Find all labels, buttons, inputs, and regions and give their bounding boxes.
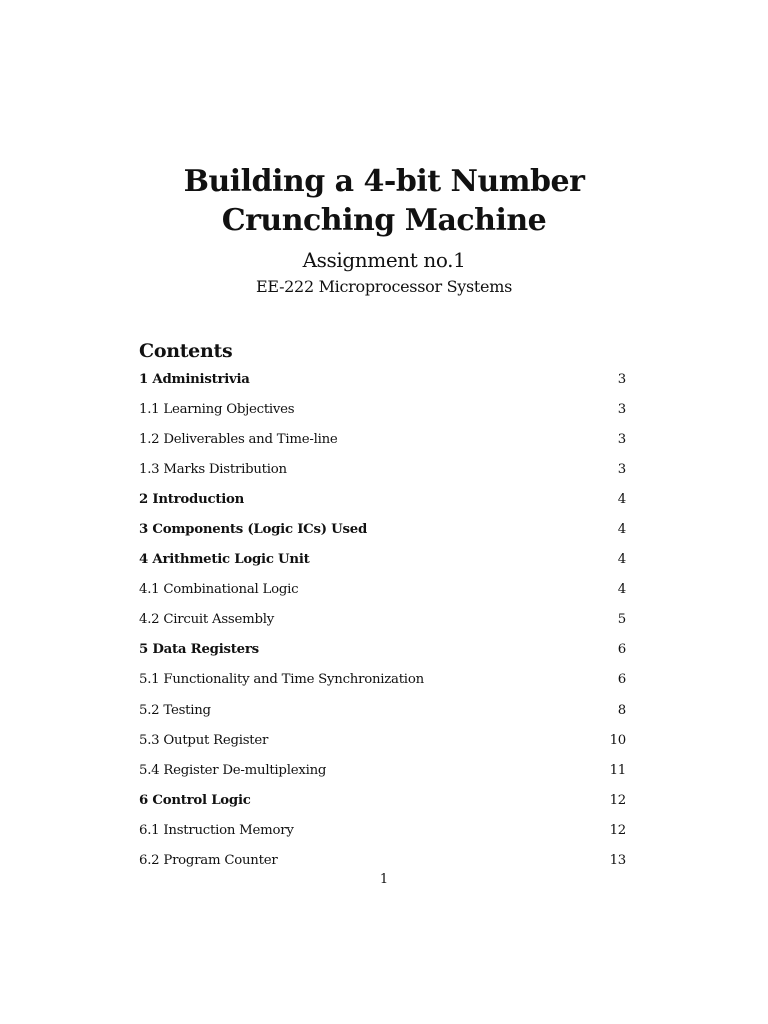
toc-entry-label: 5.2 Testing — [139, 702, 211, 718]
toc-entry[interactable] — [139, 755, 629, 785]
toc-entry-label: 6.1 Instruction Memory — [139, 822, 294, 838]
toc-entry-label: 1.2 Deliverables and Time-line — [139, 431, 338, 447]
toc-entry-page: 4 — [617, 552, 626, 568]
toc-entry[interactable] — [139, 424, 629, 454]
toc-entry[interactable] — [139, 454, 629, 484]
toc-entry-page: 4 — [617, 582, 626, 598]
toc-entry-label: 6 Control Logic — [139, 792, 251, 808]
toc-entry-label: 6.2 Program Counter — [139, 853, 278, 869]
toc-entry[interactable] — [139, 514, 629, 544]
toc-entry-page: 4 — [617, 522, 626, 538]
toc-entry[interactable] — [139, 665, 629, 695]
toc-entry[interactable] — [139, 725, 629, 755]
toc-entry[interactable] — [139, 364, 629, 394]
toc-entry-page: 8 — [617, 702, 626, 718]
title-line-2: Crunching Machine — [221, 203, 547, 238]
page-number: 1 — [379, 872, 389, 887]
toc-entry-label: 4.2 Circuit Assembly — [139, 612, 274, 628]
toc-entry-page: 12 — [609, 792, 626, 808]
toc-entry-label: 1 Administrivia — [139, 371, 250, 387]
toc-entry[interactable] — [139, 575, 629, 605]
toc-entry-label: 5 Data Registers — [139, 642, 259, 658]
toc-entry-label: 4 Arithmetic Logic Unit — [139, 552, 310, 568]
toc-entry-page: 3 — [617, 461, 626, 477]
title-line-1: Building a 4-bit Number — [183, 164, 585, 199]
course-name: EE-222 Microprocessor Systems — [256, 277, 512, 296]
toc-entry-page: 11 — [609, 762, 626, 778]
toc-entry[interactable] — [139, 695, 629, 725]
toc-entry[interactable] — [139, 545, 629, 575]
toc-entry[interactable] — [139, 394, 629, 424]
toc-entry-label: 1.1 Learning Objectives — [139, 401, 295, 417]
toc-entry-page: 12 — [609, 822, 626, 838]
contents-heading: Contents — [139, 340, 233, 362]
toc-entry-label: 2 Introduction — [139, 491, 245, 507]
toc-entry-label: 5.3 Output Register — [139, 732, 269, 748]
toc-entry-label: 4.1 Combinational Logic — [139, 582, 299, 598]
toc-entry-page: 13 — [609, 853, 626, 869]
toc-entry-page: 3 — [617, 401, 626, 417]
toc-entry[interactable] — [139, 605, 629, 635]
toc-entry[interactable] — [139, 815, 629, 845]
toc-entry-page: 10 — [609, 732, 626, 748]
toc-entry-label: 5.4 Register De-multiplexing — [139, 762, 327, 778]
toc-entry-page: 4 — [617, 491, 626, 507]
toc-entry[interactable] — [139, 785, 629, 815]
toc-entry[interactable] — [139, 484, 629, 514]
toc-entry-page: 3 — [617, 371, 626, 387]
table-of-contents — [139, 364, 629, 876]
toc-entry-page: 5 — [617, 612, 626, 628]
toc-entry-label: 3 Components (Logic ICs) Used — [139, 522, 368, 538]
toc-entry-label: 5.1 Functionality and Time Synchronization — [139, 672, 424, 688]
toc-entry[interactable] — [139, 635, 629, 665]
toc-entry-page: 3 — [617, 431, 626, 447]
toc-entry-page: 6 — [617, 672, 626, 688]
document-title — [0, 162, 768, 240]
toc-entry-page: 6 — [617, 642, 626, 658]
assignment-subtitle: Assignment no.1 — [302, 248, 466, 272]
toc-entry-label: 1.3 Marks Distribution — [139, 461, 287, 477]
